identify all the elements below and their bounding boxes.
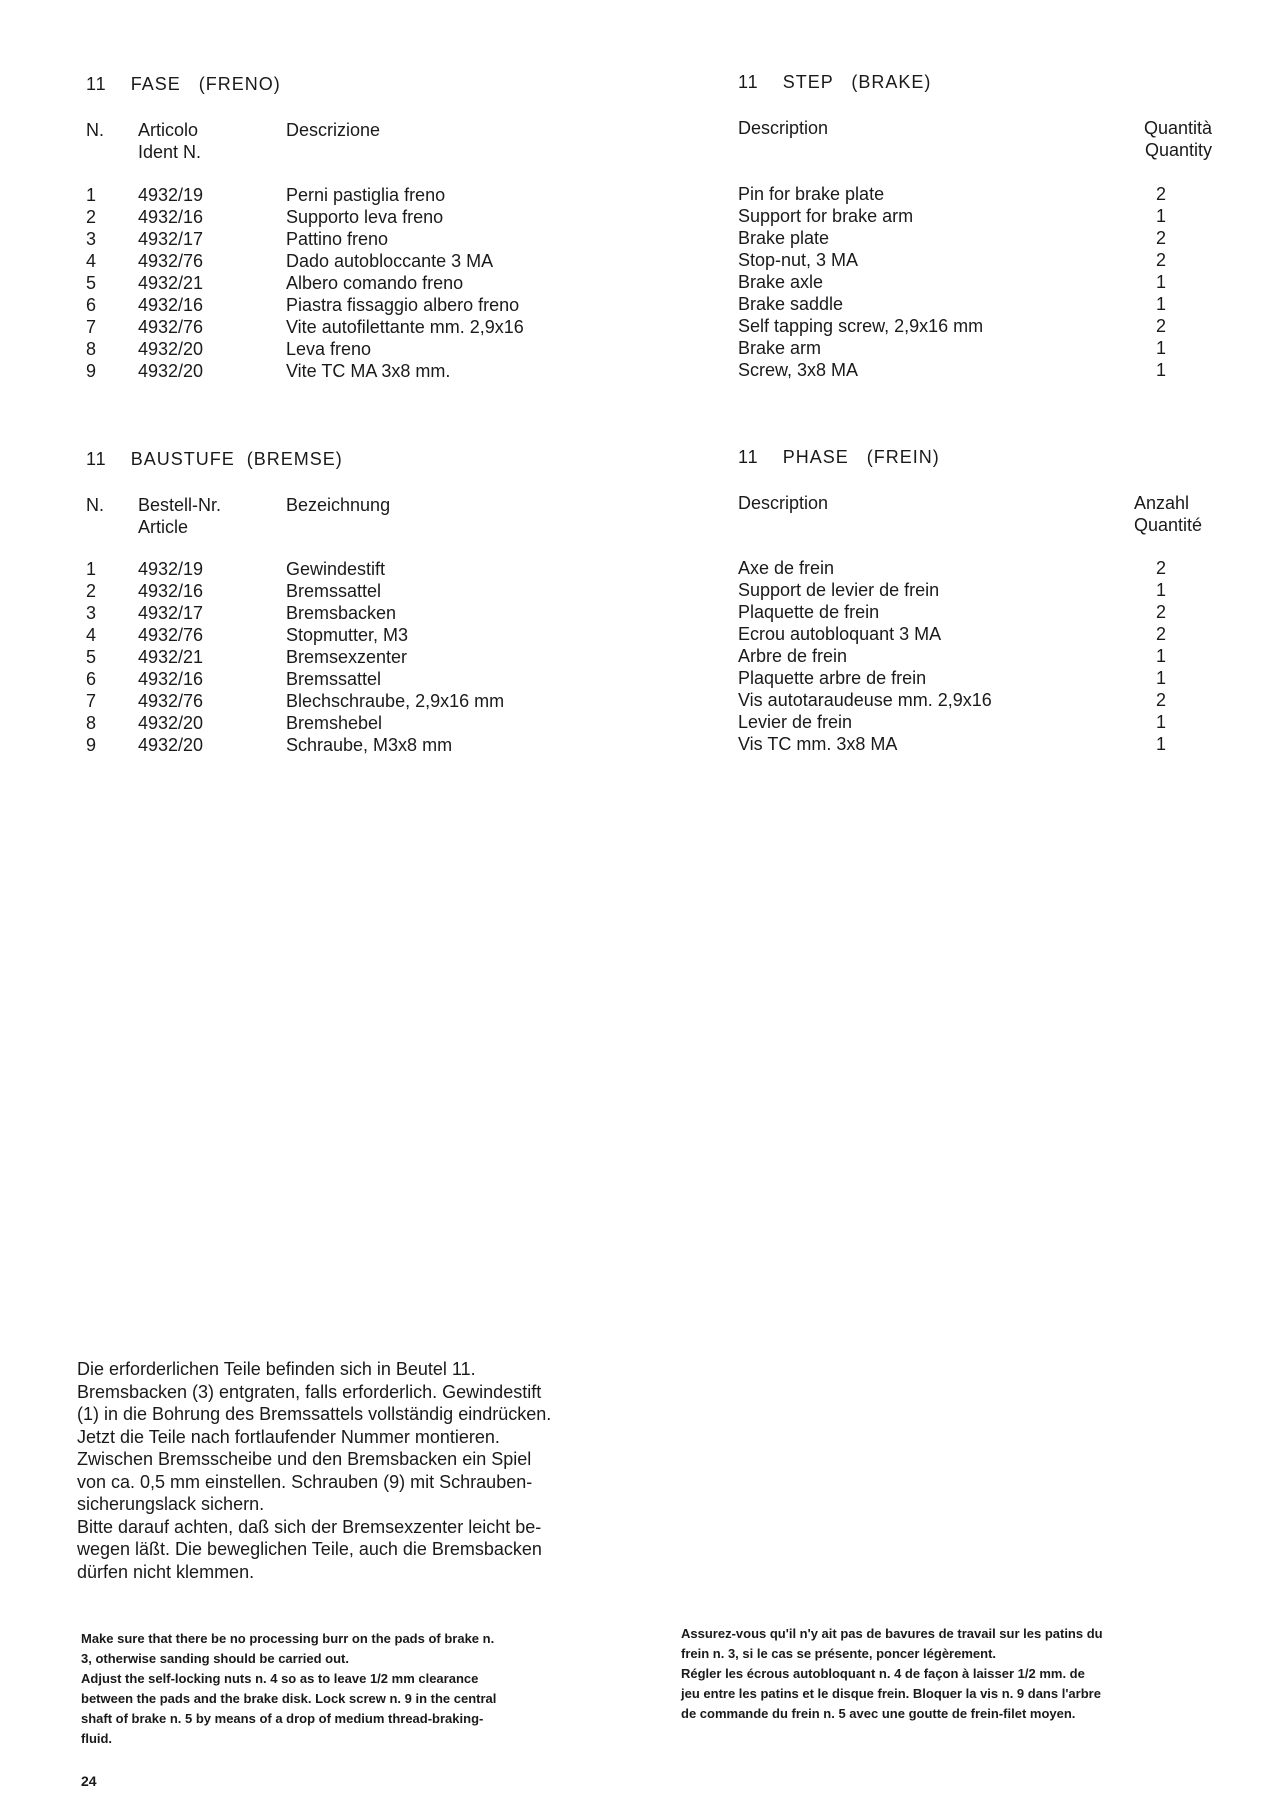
table-row: 9 4932/20 Vite TC MA 3x8 mm. <box>86 361 451 381</box>
table-row: Axe de frein 2 <box>738 558 1167 578</box>
german-instructions: Die erforderlichen Teile befinden sich in Beutel 11. Bremsbacken (3) entgraten, falls erforderlich. Gewindestift (1) in die Bohrung des Bremssattels vollständig eindrücken. Jetzt die Teile nach fortlaufender Nummer montieren. Zwischen Bremsscheibe und den Bremsbacken ein Spiel von ca. 0,5 mm einstellen. Schrauben (9) mit Schrauben- sicherungslack sichern. Bitte darauf achten, daß sich der Bremsexzenter leicht be- wegen läßt. Die beweglichen Teile, auch die Bremsbacken dürfen nicht klemmen. <box>77 1359 552 1582</box>
table-row: Plaquette de frein 2 <box>738 602 1167 622</box>
section1-col-desc-left: Descrizione <box>286 120 381 140</box>
table-row: 1 4932/19 Gewindestift <box>86 559 386 579</box>
section2-left-header: 11 BAUSTUFE (BREMSE) <box>86 449 343 469</box>
english-instructions: Make sure that there be no processing burr on the pads of brake n. 3, otherwise sanding should be carried out. Adjust the self-locking nuts n. 4 so as to leave 1/2 mm clearance between the pads and the brake disk. Lock screw n. 9 in the central shaft of brake n. 5 by means of a drop of medium thread-braking- fluid. <box>81 1631 497 1746</box>
table-row: 7 4932/76 Vite autofilettante mm. 2,9x16 <box>86 317 524 337</box>
table-row: Brake saddle 1 <box>738 294 1167 314</box>
table-row: Vis autotaraudeuse mm. 2,9x16 2 <box>738 690 1167 710</box>
table-row: Self tapping screw, 2,9x16 mm 2 <box>738 316 1167 336</box>
section2-col-desc-right: Description <box>738 493 829 513</box>
table-row: Stop-nut, 3 MA 2 <box>738 250 1167 270</box>
table-row: 5 4932/21 Albero comando freno <box>86 273 464 293</box>
table-row: Brake arm 1 <box>738 338 1167 358</box>
section2-right-header: 11 PHASE (FREIN) <box>738 447 940 467</box>
section1-col-article: Articolo Ident N. <box>138 120 202 162</box>
section1-col-desc-right: Description <box>738 118 829 138</box>
table-row: 5 4932/21 Bremsexzenter <box>86 647 408 667</box>
section1-col-n: N. <box>86 120 104 140</box>
section1-right-header: 11 STEP (BRAKE) <box>738 72 932 92</box>
table-row: Ecrou autobloquant 3 MA 2 <box>738 624 1167 644</box>
table-row: Support de levier de frein 1 <box>738 580 1167 600</box>
table-row: Levier de frein 1 <box>738 712 1167 732</box>
table-row: 1 4932/19 Perni pastiglia freno <box>86 185 446 205</box>
table-row: 2 4932/16 Bremssattel <box>86 581 382 601</box>
section1-left-header: 11 FASE (FRENO) <box>86 74 281 94</box>
table-row: 4 4932/76 Stopmutter, M3 <box>86 625 409 645</box>
table-row: 8 4932/20 Bremshebel <box>86 713 383 733</box>
section2-parts-left <box>86 558 504 756</box>
table-row: 2 4932/16 Supporto leva freno <box>86 207 444 227</box>
section1-col-qty: Quantità Quantity <box>1143 118 1212 160</box>
page-number: 24 <box>81 1773 97 1789</box>
table-row: 6 4932/16 Piastra fissaggio albero freno <box>86 295 520 315</box>
table-row: 7 4932/76 Blechschraube, 2,9x16 mm <box>86 691 505 711</box>
table-row: Arbre de frein 1 <box>738 646 1167 666</box>
section1-parts-left <box>86 184 524 382</box>
table-row: 3 4932/17 Bremsbacken <box>86 603 397 623</box>
table-row: 8 4932/20 Leva freno <box>86 339 372 359</box>
table-row: Plaquette arbre de frein 1 <box>738 668 1167 688</box>
table-row: Pin for brake plate 2 <box>738 184 1167 204</box>
table-row: Support for brake arm 1 <box>738 206 1167 226</box>
table-row: Vis TC mm. 3x8 MA 1 <box>738 734 1167 754</box>
section2-parts-right <box>738 557 1166 755</box>
table-row: 6 4932/16 Bremssattel <box>86 669 382 689</box>
section1-parts-right <box>738 183 1166 381</box>
table-row: 4 4932/76 Dado autobloccante 3 MA <box>86 251 494 271</box>
section2-col-n: N. <box>86 495 104 515</box>
section2-col-qty: Anzahl Quantité <box>1134 493 1203 535</box>
table-row: 3 4932/17 Pattino freno <box>86 229 389 249</box>
table-row: 9 4932/20 Schraube, M3x8 mm <box>86 735 453 755</box>
table-row: Brake axle 1 <box>738 272 1167 292</box>
french-instructions: Assurez-vous qu'il n'y ait pas de bavures de travail sur les patins du frein n. 3, si le cas se présente, poncer légèrement. Régler les écrous autobloquant n. 4 de façon à laisser 1/2 mm. de jeu entre les patins et le disque frein. Bloquer la vis n. 9 dans l'arbre de commande du frein n. 5 avec une goutte de frein-filet moyen. <box>681 1626 1103 1721</box>
table-row: Screw, 3x8 MA 1 <box>738 360 1167 380</box>
section2-col-article: Bestell-Nr. Article <box>138 495 222 537</box>
table-row: Brake plate 2 <box>738 228 1167 248</box>
section2-col-desc-left: Bezeichnung <box>286 495 391 515</box>
